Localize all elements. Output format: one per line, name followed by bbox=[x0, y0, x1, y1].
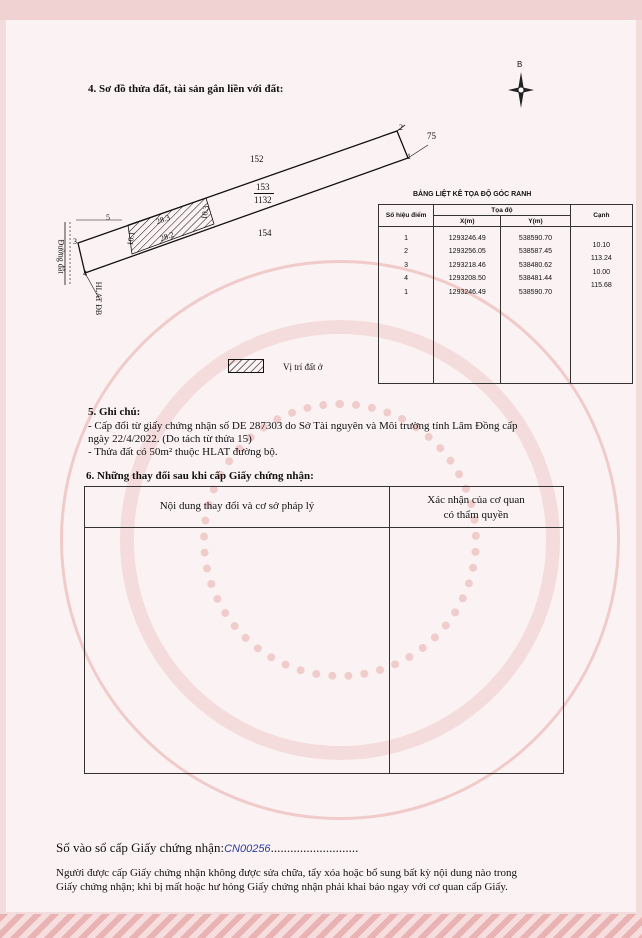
table-row-edge: 10.00 bbox=[592, 268, 611, 276]
table-row-point: 2 bbox=[404, 248, 409, 256]
neighbor-parcel-upper: 152 bbox=[250, 154, 264, 164]
table-row-y: 538481.44 bbox=[518, 275, 553, 283]
col-point-header: Số hiệu điểm bbox=[379, 205, 434, 227]
changes-header-divider bbox=[85, 527, 563, 528]
hlat-label: HLAT ĐB bbox=[94, 281, 104, 316]
point-label-3: 3 bbox=[73, 237, 77, 246]
table-row-point: 4 bbox=[404, 275, 409, 283]
compass-north-label: B bbox=[517, 60, 523, 69]
point-label-2: 2 bbox=[399, 123, 403, 132]
changes-col2-header bbox=[389, 493, 563, 523]
point-label-4: 4 bbox=[83, 269, 87, 278]
table-row-point: 1 bbox=[404, 288, 409, 296]
edge-column bbox=[570, 227, 632, 384]
note-line-2: ngày 22/4/2022. (Do tách từ thửa 15) bbox=[88, 433, 252, 445]
dimension-left: 10.1 bbox=[125, 230, 137, 247]
dimension-right: 10.3 bbox=[199, 204, 211, 221]
table-row-point: 1 bbox=[404, 235, 409, 242]
table-row-edge: 113.24 bbox=[590, 255, 612, 263]
col-x-header: X(m) bbox=[434, 216, 501, 227]
setback-dimension: 5 bbox=[106, 213, 110, 222]
table-row-edge: 10.10 bbox=[592, 242, 611, 249]
table-row-x: 1293246.49 bbox=[448, 288, 486, 296]
table-row-y: 538590.70 bbox=[518, 235, 553, 242]
registry-line bbox=[56, 840, 358, 856]
registry-dots: ........................... bbox=[270, 840, 359, 855]
parcel-area: 1132 bbox=[254, 195, 272, 205]
residential-legend-swatch bbox=[228, 359, 264, 373]
parcel-boundary bbox=[78, 131, 408, 273]
changes-col2-line1: Xác nhận của cơ quan bbox=[427, 494, 525, 506]
neighbor-parcel-top: 75 bbox=[427, 131, 436, 141]
table-row-x: 1293256.05 bbox=[448, 248, 486, 256]
table-row-x: 1293208.50 bbox=[448, 275, 486, 283]
table-row-point: 3 bbox=[404, 261, 409, 269]
road-label: Đường đất bbox=[56, 239, 66, 274]
col-edge-header: Cạnh bbox=[570, 205, 632, 227]
section4-title: 4. Sơ đồ thửa đất, tài sản gắn liền với đất: bbox=[88, 83, 284, 95]
coordinates-title: BẢNG LIỆT KÊ TỌA ĐỘ GÓC RANH bbox=[413, 191, 532, 198]
changes-column-divider bbox=[389, 487, 390, 773]
note-line-3: - Thửa đất có 50m² thuộc HLAT đường bộ. bbox=[88, 446, 278, 458]
table-row-y: 538590.70 bbox=[518, 288, 553, 296]
section5-title: 5. Ghi chú: bbox=[88, 406, 141, 418]
neighbor-parcel-lower: 154 bbox=[258, 228, 272, 238]
registry-label: Số vào sổ cấp Giấy chứng nhận: bbox=[56, 840, 225, 855]
changes-table bbox=[84, 486, 564, 774]
table-row-y: 538587.45 bbox=[518, 248, 553, 256]
footer-line-1: Người được cấp Giấy chứng nhận không được sửa chữa, tẩy xóa hoặc bổ sung bất kỳ nội dung nào trong bbox=[56, 867, 518, 879]
col-y-header: Y(m) bbox=[501, 216, 570, 227]
changes-col1-header: Nội dung thay đổi và cơ sở pháp lý bbox=[159, 500, 315, 512]
note-line-1: - Cấp đổi từ giấy chứng nhận số DE 287303 do Sở Tài nguyên và Môi trường tỉnh Lâm Đồng cấp bbox=[88, 420, 518, 432]
table-row-edge: 115.68 bbox=[590, 282, 612, 290]
point-label-1: 1 bbox=[407, 152, 411, 161]
table-row-x: 1293218.46 bbox=[448, 261, 486, 269]
dimension-top: 28.3 bbox=[154, 212, 172, 227]
parcel-number: 153 bbox=[256, 182, 270, 192]
y-column bbox=[501, 227, 570, 384]
point-column bbox=[379, 227, 434, 384]
dimension-bottom: 28.2 bbox=[158, 229, 176, 244]
col-coord-header: Tọa độ bbox=[434, 205, 570, 216]
table-row-y: 538480.62 bbox=[518, 261, 553, 269]
bottom-border bbox=[0, 914, 642, 938]
changes-col2-line2: có thẩm quyền bbox=[443, 509, 509, 521]
footer-line-2: Giấy chứng nhận; khi bị mất hoặc hư hỏng Giấy chứng nhận phải khai báo ngay với cơ quan cấp Giấy. bbox=[56, 881, 508, 893]
x-column bbox=[434, 227, 501, 384]
registry-number: CN00256 bbox=[224, 843, 271, 855]
footer-note bbox=[56, 866, 596, 894]
section6-title: 6. Những thay đổi sau khi cấp Giấy chứng nhận: bbox=[86, 470, 314, 482]
residential-legend-label: Vị trí đất ở bbox=[283, 362, 323, 372]
coordinates-table bbox=[378, 204, 633, 384]
table-row-x: 1293246.49 bbox=[448, 235, 486, 242]
